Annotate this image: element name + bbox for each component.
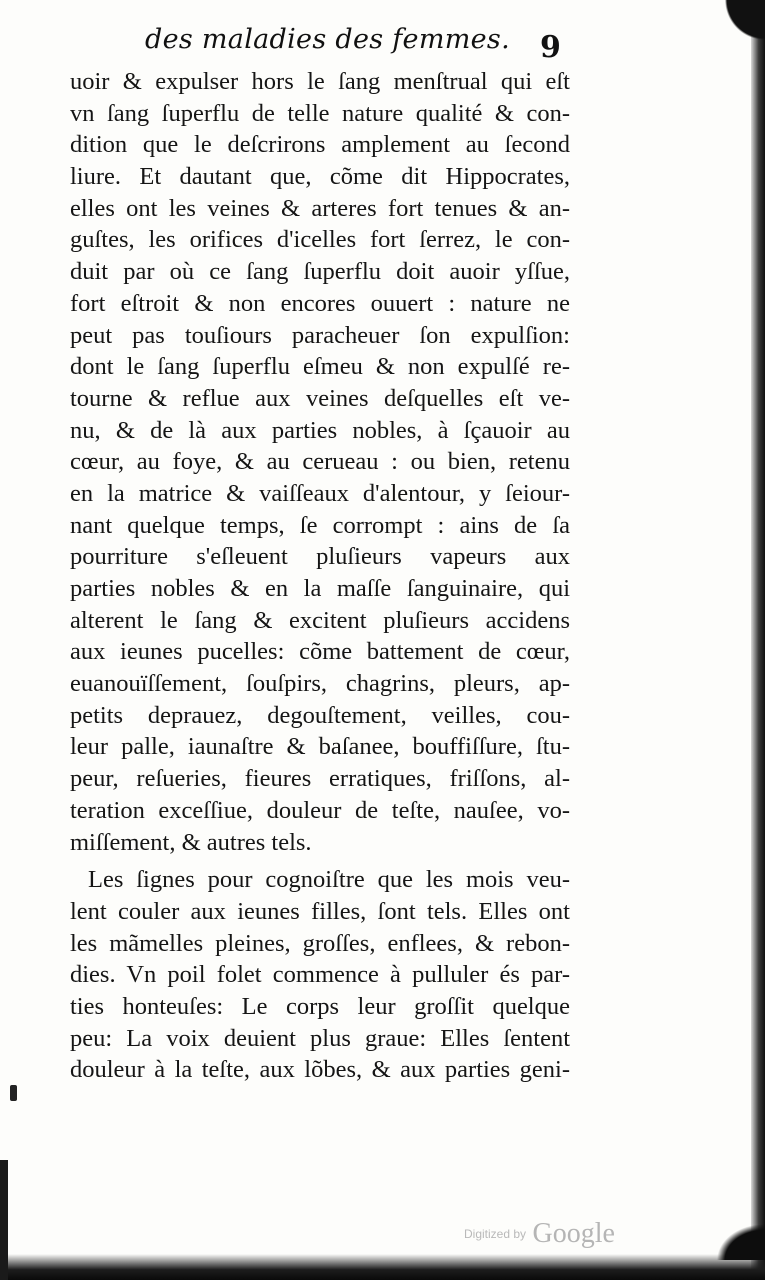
text-line: en la matrice & vaiſſeaux d'alentour, y ſeiour-: [70, 479, 570, 507]
text-line: tourne & reflue aux veines deſquelles eſt ve-: [70, 384, 570, 412]
margin-mark: [10, 1085, 17, 1101]
text-line: uoir & expulser hors le ſang menſtrual qui eſt: [70, 68, 570, 95]
text-line: guſtes, les orifices d'icelles fort ſerrez, le con-: [70, 226, 570, 254]
text-line: leur palle, iaunaſtre & baſanee, bouffiſſure, ſtu-: [70, 733, 570, 761]
paragraph-2: [70, 864, 570, 1086]
text-line: vn ſang ſuperflu de telle nature qualité & con-: [70, 99, 570, 127]
text-line: teration exceſſiue, douleur de teſte, nauſee, vo-: [70, 796, 570, 824]
text-line: cœur, au foye, & au cerueau : ou bien, retenu: [70, 448, 570, 476]
text-line: dition que le deſcrirons amplement au ſecond: [70, 131, 570, 159]
text-line: peut pas touſiours paracheuer ſon expulſion:: [70, 321, 570, 349]
paragraph-1: [70, 66, 570, 858]
google-logo: Google: [532, 1218, 615, 1249]
text-line: lent couler aux ieunes filles, ſont tels. Elles ont: [70, 897, 570, 925]
text-line: euanouïſſement, ſouſpirs, chagrins, pleurs, ap-: [70, 670, 570, 698]
digitized-watermark: [464, 1218, 615, 1250]
watermark-prefix: Digitized by: [464, 1227, 527, 1241]
scan-edge-right: [751, 0, 765, 1280]
text-line: elles ont les veines & arteres fort tenues & an-: [70, 194, 570, 222]
text-line: pourriture s'eſleuent pluſieurs vapeurs aux: [70, 543, 570, 571]
text-line: fort eſtroit & non encores ouuert : nature ne: [70, 289, 570, 317]
running-title: des maladies des femmes.: [145, 24, 510, 55]
text-line: ties honteuſes: Le corps leur groſſit quelque: [70, 992, 570, 1020]
scan-edge-left: [0, 1160, 8, 1280]
text-line: parties nobles & en la maſſe ſanguinaire, qui: [70, 575, 570, 602]
text-line: alterent le ſang & excitent pluſieurs accidens: [70, 606, 570, 634]
text-line: aux ieunes pucelles: cõme battement de cœur,: [70, 638, 570, 666]
text-line: duit par où ce ſang ſuperflu doit auoir yſſue,: [70, 258, 570, 286]
scan-corner-top-right: [705, 0, 765, 60]
text-line: les mãmelles pleines, groſſes, enflees, & rebon-: [70, 929, 570, 957]
text-line: dies. Vn poil folet commence à pulluler és par-: [70, 961, 570, 989]
body-text: [70, 66, 570, 1086]
text-line: dont le ſang ſuperflu eſmeu & non expulſé re-: [70, 353, 570, 381]
text-line: miſſement, & autres tels.: [70, 828, 312, 856]
text-line: peu: La voix deuient plus graue: Elles ſentent: [70, 1024, 570, 1052]
text-line: peur, reſueries, fieures erratiques, friſſons, al-: [70, 765, 570, 793]
scan-corner-bottom-right: [685, 1200, 765, 1260]
text-line: petits deprauez, degouſtement, veilles, cou-: [70, 701, 570, 729]
page-number: 9: [540, 30, 561, 65]
scan-edge-bottom: [0, 1254, 765, 1280]
text-line: nant quelque temps, ſe corrompt : ains de ſa: [70, 511, 570, 539]
text-line: Les ſignes pour cognoiſtre que les mois veu-: [88, 866, 570, 894]
text-line: liure. Et dautant que, cõme dit Hippocrates,: [70, 163, 570, 191]
text-line: nu, & de là aux parties nobles, à ſçauoir au: [70, 416, 570, 444]
text-line: douleur à la teſte, aux lõbes, & aux parties geni-: [70, 1056, 570, 1084]
